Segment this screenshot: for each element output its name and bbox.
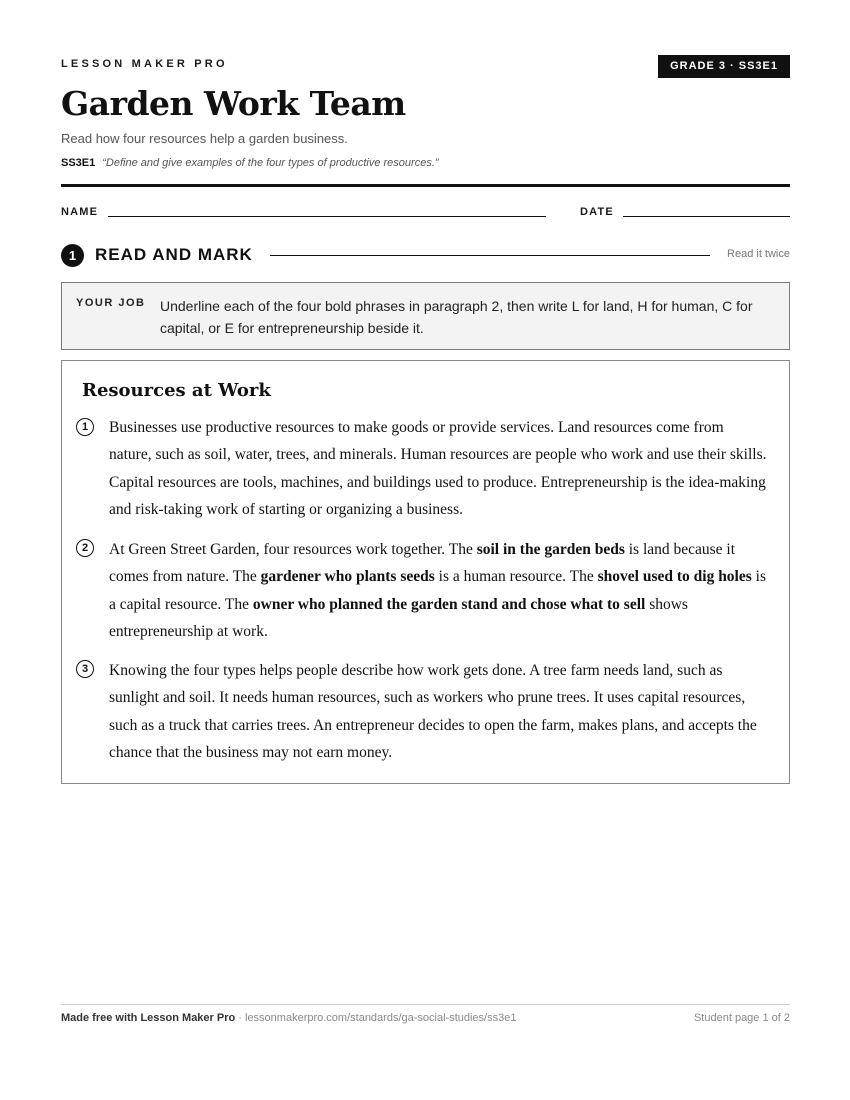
page-title: Garden Work Team [61, 84, 406, 123]
standard-line [61, 157, 439, 169]
date-label: DATE [580, 206, 614, 218]
section-title: READ AND MARK [95, 245, 253, 264]
footer-divider [61, 1004, 790, 1005]
standard-code: SS3E1 [61, 157, 96, 169]
paragraph-3: Knowing the four types helps people describe how work gets done. A tree farm needs land, such as sunlight and soil. It needs human resources, such as workers who prune trees. It uses capital resources, such as a truck that carries trees. An entrepreneur decides to open the farm, makes plans, and accepts the chance that the business may not earn money. [109, 662, 757, 762]
bold-phrase-entrepreneurship[interactable]: owner who planned the garden stand and chose what to sell [252, 595, 646, 613]
section-divider [270, 255, 710, 256]
paragraph-2[interactable] [109, 536, 769, 646]
paragraph-2-text: is a human resource. The [434, 568, 598, 586]
paragraph-1: Businesses use productive resources to make goods or provide services. Land resources come from nature, such as soil, water, trees, and minerals. Human resources are people who work and use their skills. Capital resources are tools, machines, and buildings used to produce. Entrepreneurship is the idea-making and risk-taking work of starting or organizing a business. [109, 419, 767, 519]
standard-quote: “Define and give examples of the four types of productive resources.” [102, 157, 439, 169]
section-note: Read it twice [727, 248, 790, 260]
paragraph-number-1: 1 [76, 418, 94, 436]
paragraph-2-text: is land because it comes from nature. The [109, 541, 736, 586]
instructions-text: Underline each of the four bold phrases in paragraph 2, then write L for land, H for human, C for capital, or E for entrepreneurship beside it. [160, 298, 753, 336]
name-label: NAME [61, 206, 99, 218]
paragraph-2-text: At Green Street Garden, four resources work together. The [109, 541, 477, 558]
footer-made-with: Made free with Lesson Maker Pro [61, 1012, 236, 1024]
grade-badge: GRADE 3 · SS3E1 [658, 55, 790, 78]
date-field[interactable] [623, 216, 790, 217]
footer-credit [61, 1012, 516, 1024]
section-number-badge: 1 [61, 244, 84, 267]
paragraph-2-text: is a capital resource. The [109, 568, 766, 613]
bold-phrase-human[interactable]: gardener who plants seeds [260, 568, 435, 586]
footer-url[interactable]: · lessonmakerpro.com/standards/ga-social-studies/ss3e1 [235, 1012, 517, 1024]
name-field[interactable] [108, 216, 546, 217]
footer-page-number: Student page 1 of 2 [693, 1012, 790, 1024]
page-subtitle: Read how four resources help a garden business. [61, 131, 348, 146]
paragraph-number-2: 2 [76, 539, 94, 557]
passage-title: Resources at Work [82, 380, 271, 401]
paragraph-number-3: 3 [76, 660, 94, 678]
reading-passage [61, 360, 790, 784]
instructions-box [61, 282, 790, 350]
bold-phrase-land[interactable]: soil in the garden beds [476, 541, 625, 558]
brand-name: LESSON MAKER PRO [61, 58, 228, 70]
instructions-label: YOUR JOB [76, 297, 146, 309]
header-divider [61, 184, 790, 187]
paragraph-2-text: shows entrepreneurship at work. [109, 595, 688, 641]
bold-phrase-capital[interactable]: shovel used to dig holes [597, 568, 752, 586]
worksheet-page [61, 0, 790, 1100]
